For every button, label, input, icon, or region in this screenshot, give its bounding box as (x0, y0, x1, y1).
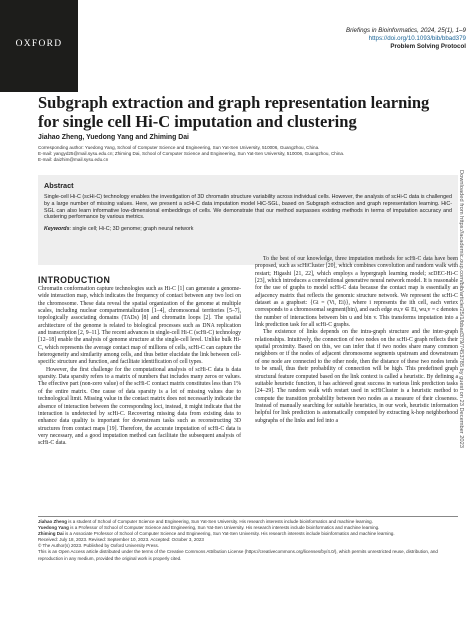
section-heading-introduction: INTRODUCTION (38, 275, 111, 285)
journal-header (346, 27, 466, 51)
author-bio-name: Yuedong Yang (38, 525, 69, 531)
footnotes (38, 519, 458, 562)
author-bio-text: is a Associate Professor of School of Computer Science and Engineering, Sun Yat-Sen University. His research interests include bioinformatics and machine learning. (63, 531, 395, 537)
author-bio-name: Zhiming Dai (38, 531, 64, 537)
paragraph: Chromatin conformation capture technologies such as Hi-C [1] can generate a genome-wide interaction map, which indicates the frequency of contact between any two loci on the chromosome. These data reveal the spatial organization of the genome at multiple scales, including nuclear compartmentalization [1–4], chromosomal territories [5–7], topologically associating domains (TADs) [8] and chromatin loops [2]. The spatial architecture of the genome is related to biological processes such as DNA replication and transcription [2, 9–11]. The recent advances in single-cell Hi-C (scHi-C) technology [12–18] enable the analysis of genome structure at the single-cell level. Unlike bulk Hi-C, which represents the average contact map of millions of cells, scHi-C can capture the heterogeneity and similarity among cells, and thus better elucidate the link between cell-specific structure and function, and facilitate identification of cell types. (38, 286, 241, 366)
paper-title: Subgraph extraction and graph representation learning for single cell Hi-C imputation and clustering (38, 93, 430, 131)
received-dates: Received: July 18, 2023. Revised: September 10, 2023. Accepted: October 3, 2023 (38, 537, 204, 543)
affiliation-line: E-mail: daizhim@mail.sysu.edu.cn (38, 157, 109, 163)
author-bio-text: is a student of School of Computer Science and Engineering, Sun Yat-Sen University. His research interests include bioinformatics and machine learning. (67, 519, 373, 524)
abstract-heading: Abstract (44, 181, 74, 190)
affiliation-line: Corresponding author: Yuedong Yang, School of Computer Science and Engineering, Sun Yat-Sen University, 510006, Guangzhou, China. (38, 145, 320, 150)
abstract-box (38, 175, 458, 265)
paragraph: The existence of links depends on the intra-graph structure and the inter-graph relationships. Intuitively, the connection of two nodes on the scHi-C graph reflects their spatial proximity. Based on this, we can infer that if two nodes share many common neighbors or if the nodes of adjacent chromosome segments upstream and downstream of one node are connected to the other node, then the distance of these two nodes tends to be small, thus their probability of connection will be high. This predefined graph structural feature computed based on the link context is called a heuristic. By defining a suitable heuristic function, it has achieved great success in various link prediction tasks [24–29]. The random walk with restart used in scHiCluster is a heuristic method to compute the transition probability between two nodes as a measure of their closeness. Instead of manually searching for suitable heuristics, in our work, heuristic information helpful for link prediction is automatically computed by extracting k-hop neighborhood subgraphs of the links and fed into a (255, 329, 458, 424)
download-side-note (457, 170, 471, 590)
download-side-note-text: Downloaded from https://academic.oup.com/bib/article/25/1/bbad379/7453785 by guest on 23 December 2023 (458, 170, 464, 448)
author-bio-text: is a Professor of School of Computer Science and Engineering, Sun Yat-Sen University. His research interests include bioinformatics and machine learning. (68, 525, 380, 531)
author-bio-name: Jiahao Zheng (38, 519, 68, 524)
left-column (38, 286, 241, 448)
footnote-divider (38, 516, 458, 517)
affiliations (38, 145, 458, 164)
journal-citation: Briefings in Bioinformatics, 2024, 25(1), 1–9 (345, 27, 466, 34)
keywords (44, 226, 452, 233)
publisher-logo (0, 0, 78, 92)
license-text: This is an Open Access article distributed under the terms of the Creative Commons Attribution License (https://creativecommons.org/licenses/by/4.0/), which permits unrestricted reuse, distribution, and reproduction in any medium, provided the original work is properly cited. (38, 549, 438, 561)
doi-link[interactable]: https://doi.org/10.1093/bib/bbad379 (368, 35, 466, 42)
publisher-logo-text: OXFORD (15, 39, 63, 49)
keywords-text: : single cell; Hi-C; 3D genome; graph neural network (69, 226, 194, 233)
abstract-text: Single-cell Hi-C (scHi-C) technology enables the investigation of 3D chromatin structure variability across individual cells. However, the analysis of scHi-C data is challenged by a large number of missing values. Here, we present a scHi-C data imputation model HiC-SGL, based on Subgraph extraction and graph representation learning. HiC-SGL can also learn informative low-dimensional embeddings of cells. We demonstrate that our method surpasses existing methods in terms of imputation accuracy and clustering performance by various metrics. (44, 194, 452, 221)
copyright: © The Author(s) 2023. Published by Oxford University Press. (38, 543, 160, 549)
author-list: Jiahao Zheng, Yuedong Yang and Zhiming Dai (38, 134, 189, 141)
paragraph: To the best of our knowledge, three imputation methods for scHi-C data have been proposed, such as scHiCluster [20], which combines convolution and random walk with restart; Higashi [21, 22], which employs a hypergraph learning model; scDEC-Hi-C [23], which introduces a convolutional generative neural network model. It is reasonable for the use of graphs to model scHi-C data because the contact map is essentially an adjacency matrix that reflects the genomic structure network. We represent the scHi-C dataset as a graphset: {Gi = (Vi, Ei)}, where i represents the ith cell, each vertex corresponds to a chromosomal segment(bin), and each edge eu,v ∈ Ei, wu,v = c denotes the number of interactions between bin u and bin v. This transforms imputation into a link prediction task for all scHi-C graphs. (255, 256, 458, 329)
keywords-label: Keywords (44, 226, 70, 233)
affiliation-line: E-mail: yangyd25@mail.sysu.edu.cn; Zhiming Dai, School of Computer Science and Engineering, Sun Yat-Sen University, 510006, Guangzhou, China. (38, 151, 345, 157)
paragraph: However, the first challenge for the computational analysis of scHi-C data is data sparsity. Data sparsity refers to a matrix of numbers that includes many zeros or values. The effective part (non-zero value) of the scHi-C contact matrix constitutes less than 1% of the entire matrix. One cause of data sparsity is a lot of missing values due to technological limit. Missing value in the contact matrix does not necessarily indicate the absence of interaction between the corresponding loci, instead, it might indicate that the interaction is undetected by scHi-C. Recovering missing data from existing data to enhance data quality is important for downstream tasks such as reconstructing 3D structures from contact maps [19]. Therefore, the accurate imputation of scHi-C data is very necessary, and a good imputation method can facilitate the subsequent analysis of scHi-C data. (38, 366, 241, 447)
article-type: Problem Solving Protocol (390, 43, 466, 50)
right-column (255, 256, 458, 425)
